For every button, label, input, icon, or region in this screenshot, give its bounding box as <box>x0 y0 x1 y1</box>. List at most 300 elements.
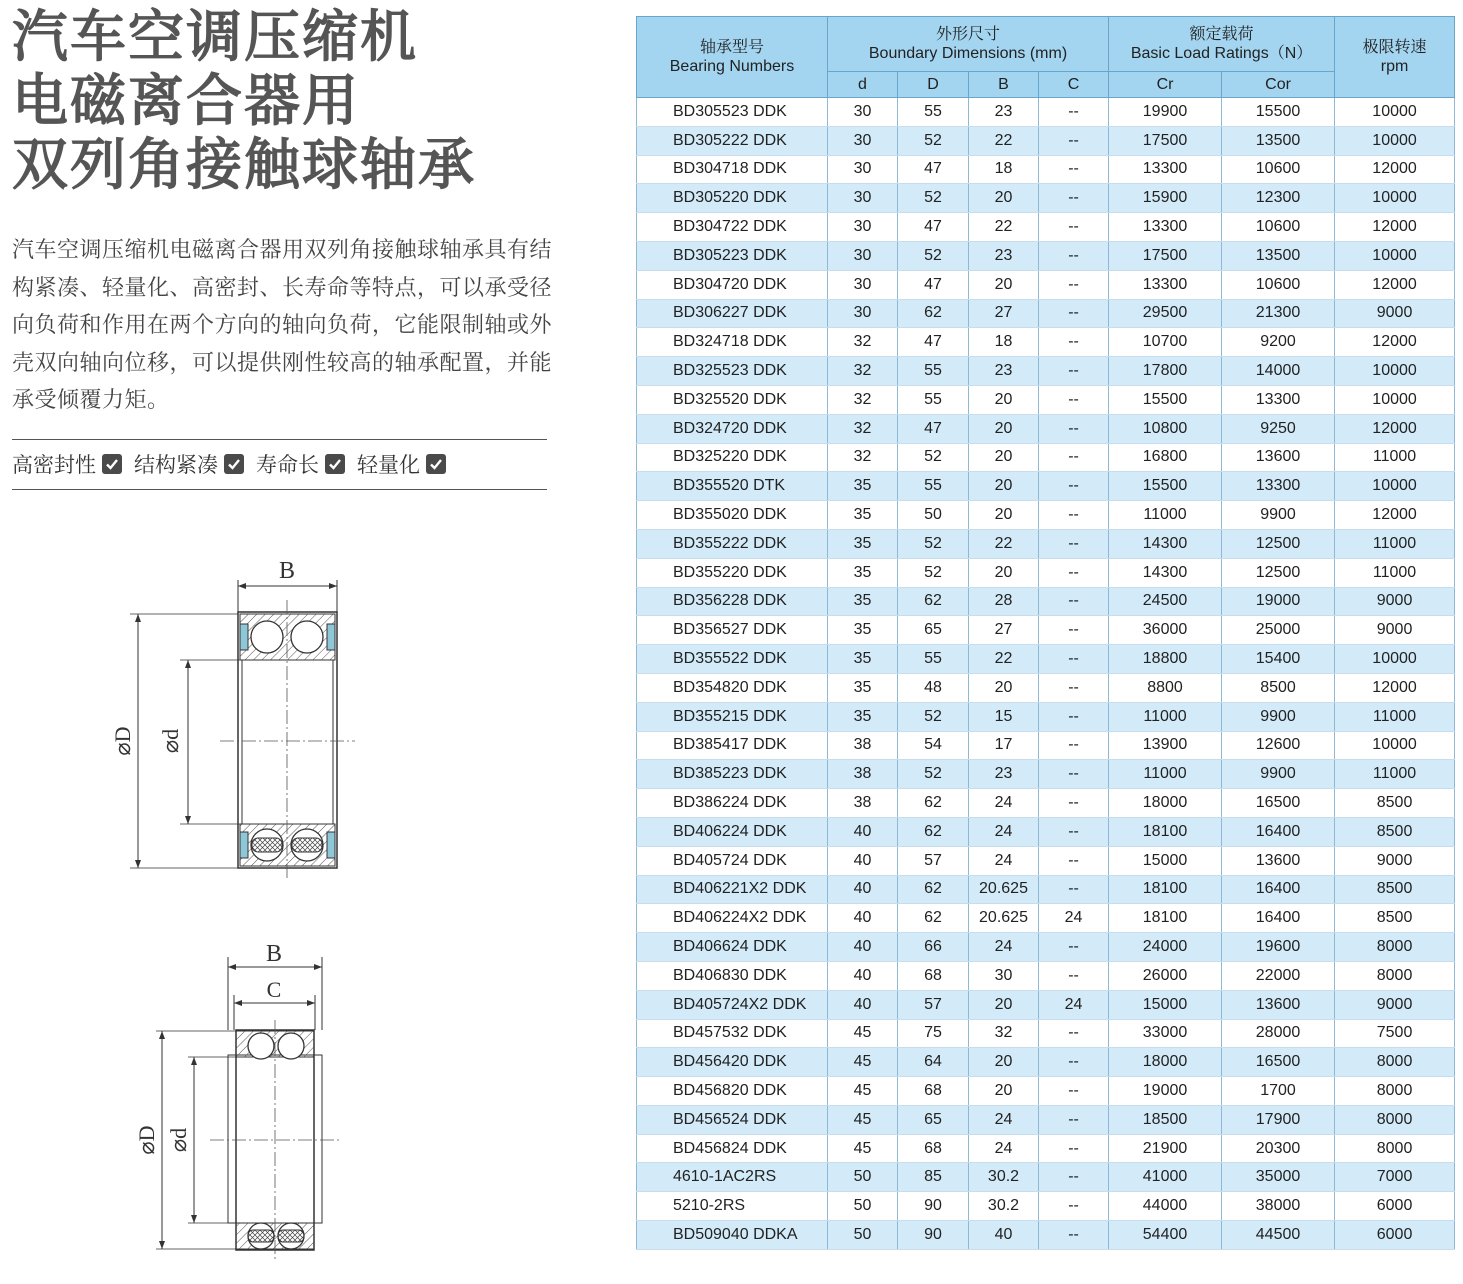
table-cell: 68 <box>898 1077 969 1106</box>
table-cell: 15500 <box>1109 385 1222 414</box>
cell-model: BD305523 DDK <box>637 98 828 127</box>
table-cell: -- <box>1039 1163 1109 1192</box>
table-cell: 62 <box>898 904 969 933</box>
table-cell: 7500 <box>1335 1019 1455 1048</box>
table-cell: 35 <box>828 616 898 645</box>
feature-item <box>256 449 345 479</box>
cell-model: BD355215 DDK <box>637 702 828 731</box>
table-cell: 40 <box>828 817 898 846</box>
table-cell: 62 <box>898 299 969 328</box>
table-cell: 10000 <box>1335 645 1455 674</box>
column-header-Cr: Cr <box>1109 72 1222 98</box>
table-cell: 23 <box>969 98 1039 127</box>
table-cell: 52 <box>898 529 969 558</box>
table-cell: 32 <box>828 443 898 472</box>
table-cell: 6000 <box>1335 1221 1455 1250</box>
table-row <box>637 933 1455 962</box>
table-cell: 21300 <box>1222 299 1335 328</box>
table-cell: -- <box>1039 1192 1109 1221</box>
table-cell: 38 <box>828 731 898 760</box>
table-cell: 32 <box>828 328 898 357</box>
table-cell: 22 <box>969 529 1039 558</box>
table-cell: 20.625 <box>969 904 1039 933</box>
table-cell: 18000 <box>1109 789 1222 818</box>
title-line: 汽车空调压缩机 <box>12 5 418 70</box>
table-cell: 21900 <box>1109 1134 1222 1163</box>
table-row <box>637 817 1455 846</box>
table-cell: 10000 <box>1335 126 1455 155</box>
table-cell: 8000 <box>1335 1077 1455 1106</box>
table-cell: -- <box>1039 616 1109 645</box>
table-cell: 90 <box>898 1221 969 1250</box>
table-cell: 13900 <box>1109 731 1222 760</box>
table-cell: 15900 <box>1109 184 1222 213</box>
cell-model: BD324720 DDK <box>637 414 828 443</box>
table-cell: 15400 <box>1222 645 1335 674</box>
table-row <box>637 1163 1455 1192</box>
table-cell: 35 <box>828 501 898 530</box>
header-text: Bearing Numbers <box>669 58 795 75</box>
table-cell: 12000 <box>1335 213 1455 242</box>
table-cell: 66 <box>898 933 969 962</box>
table-row <box>637 702 1455 731</box>
table-body <box>637 98 1455 1250</box>
table-cell: 52 <box>898 702 969 731</box>
table-cell: 35 <box>828 587 898 616</box>
table-cell: -- <box>1039 846 1109 875</box>
table-cell: 24 <box>969 846 1039 875</box>
table-cell: 10600 <box>1222 155 1335 184</box>
table-cell: 33000 <box>1109 1019 1222 1048</box>
table-cell: 47 <box>898 328 969 357</box>
table-cell: 8500 <box>1335 817 1455 846</box>
table-cell: 22 <box>969 213 1039 242</box>
cell-model: BD456824 DDK <box>637 1134 828 1163</box>
header-text: Boundary Dimensions (mm) <box>868 45 1068 62</box>
table-row <box>637 558 1455 587</box>
table-cell: 47 <box>898 270 969 299</box>
table-cell: 50 <box>898 501 969 530</box>
cell-model: BD325220 DDK <box>637 443 828 472</box>
table-cell: 55 <box>898 357 969 386</box>
table-cell: 28 <box>969 587 1039 616</box>
cell-model: BD456820 DDK <box>637 1077 828 1106</box>
table-cell: -- <box>1039 1105 1109 1134</box>
table-cell: 62 <box>898 875 969 904</box>
table-cell: 12000 <box>1335 270 1455 299</box>
table-cell: 12000 <box>1335 155 1455 184</box>
table-cell: 7000 <box>1335 1163 1455 1192</box>
table-cell: 55 <box>898 385 969 414</box>
table-cell: 24 <box>969 1134 1039 1163</box>
dimension-label-D: ⌀D <box>134 1125 159 1155</box>
table-cell: 9000 <box>1335 587 1455 616</box>
table-cell: 10000 <box>1335 357 1455 386</box>
cell-model: BD406830 DDK <box>637 961 828 990</box>
table-row <box>637 155 1455 184</box>
table-cell: 48 <box>898 673 969 702</box>
table-cell: 62 <box>898 587 969 616</box>
table-row <box>637 789 1455 818</box>
cell-model: BD406224X2 DDK <box>637 904 828 933</box>
feature-item <box>357 449 446 479</box>
column-header-d: d <box>828 72 898 98</box>
table-cell: 14300 <box>1109 558 1222 587</box>
table-cell: 35 <box>828 645 898 674</box>
table-cell: 10600 <box>1222 213 1335 242</box>
table-cell: 10000 <box>1335 731 1455 760</box>
title-line: 电磁离合器用 <box>12 69 360 134</box>
table-cell: -- <box>1039 1221 1109 1250</box>
table-cell: 30 <box>828 213 898 242</box>
cell-model: BD355520 DTK <box>637 472 828 501</box>
table-cell: 35000 <box>1222 1163 1335 1192</box>
table-cell: 8500 <box>1335 904 1455 933</box>
table-cell: 19000 <box>1222 587 1335 616</box>
table-cell: 30 <box>828 299 898 328</box>
table-cell: -- <box>1039 731 1109 760</box>
table-cell: 30.2 <box>969 1192 1039 1221</box>
table-cell: 30 <box>969 961 1039 990</box>
cell-model: BD406624 DDK <box>637 933 828 962</box>
table-row <box>637 270 1455 299</box>
table-cell: 10700 <box>1109 328 1222 357</box>
table-row <box>637 126 1455 155</box>
table-cell: 52 <box>898 184 969 213</box>
table-cell: 15000 <box>1109 846 1222 875</box>
table-cell: 52 <box>898 760 969 789</box>
dimension-label-C: C <box>266 977 282 1002</box>
table-row <box>637 1221 1455 1250</box>
table-cell: 18500 <box>1109 1105 1222 1134</box>
table-cell: 12500 <box>1222 529 1335 558</box>
cell-model: BD304718 DDK <box>637 155 828 184</box>
table-cell: 19000 <box>1109 1077 1222 1106</box>
table-cell: 17500 <box>1109 241 1222 270</box>
table-cell: -- <box>1039 702 1109 731</box>
table-cell: 50 <box>828 1221 898 1250</box>
table-cell: 23 <box>969 357 1039 386</box>
table-cell: 13600 <box>1222 990 1335 1019</box>
table-cell: -- <box>1039 155 1109 184</box>
table-cell: 18800 <box>1109 645 1222 674</box>
feature-label: 结构紧凑 <box>134 453 218 477</box>
cell-model: BD304722 DDK <box>637 213 828 242</box>
table-cell: 30.2 <box>969 1163 1039 1192</box>
table-cell: -- <box>1039 241 1109 270</box>
feature-list <box>12 449 458 479</box>
table-row <box>637 731 1455 760</box>
table-cell: 45 <box>828 1019 898 1048</box>
table-cell: 25000 <box>1222 616 1335 645</box>
table-cell: 13600 <box>1222 443 1335 472</box>
table-cell: 45 <box>828 1105 898 1134</box>
table-row <box>637 472 1455 501</box>
table-cell: 16400 <box>1222 875 1335 904</box>
table-cell: 68 <box>898 961 969 990</box>
cell-model: BD406224 DDK <box>637 817 828 846</box>
cell-model: BD305222 DDK <box>637 126 828 155</box>
table-cell: 40 <box>828 990 898 1019</box>
table-cell: 27 <box>969 616 1039 645</box>
cell-model: BD306227 DDK <box>637 299 828 328</box>
page-title <box>12 6 476 198</box>
cell-model: BD509040 DDKA <box>637 1221 828 1250</box>
table-cell: 52 <box>898 241 969 270</box>
table-cell: 13500 <box>1222 126 1335 155</box>
table-row <box>637 616 1455 645</box>
table-cell: 17800 <box>1109 357 1222 386</box>
bearing-cross-section-diagram <box>120 935 360 1265</box>
table-cell: 11000 <box>1335 443 1455 472</box>
table-cell: 35 <box>828 558 898 587</box>
table-row <box>637 1019 1455 1048</box>
feature-item <box>134 449 244 479</box>
table-cell: 15500 <box>1109 472 1222 501</box>
product-description: 汽车空调压缩机电磁离合器用双列角接触球轴承具有结构紧凑、轻量化、高密封、长寿命等特点，可以承受径向负荷和作用在两个方向的轴向负荷，它能限制轴或外壳双向轴向位移，可以提供刚性较高的轴承配置，并能承受倾覆力矩。 <box>12 238 553 413</box>
table-cell: 20 <box>969 472 1039 501</box>
table-cell: 10000 <box>1335 241 1455 270</box>
checkbox-checked-icon <box>426 454 446 474</box>
table-cell: -- <box>1039 1077 1109 1106</box>
table-cell: 32 <box>828 414 898 443</box>
table-cell: 18100 <box>1109 875 1222 904</box>
table-cell: 55 <box>898 472 969 501</box>
table-row <box>637 846 1455 875</box>
cell-model: BD355020 DDK <box>637 501 828 530</box>
table-cell: 22 <box>969 645 1039 674</box>
table-cell: 8000 <box>1335 933 1455 962</box>
table-cell: 55 <box>898 98 969 127</box>
table-cell: -- <box>1039 126 1109 155</box>
cell-model: BD386224 DDK <box>637 789 828 818</box>
table-cell: 8000 <box>1335 1134 1455 1163</box>
feature-label: 寿命长 <box>256 453 319 477</box>
header-text: 极限转速 <box>1362 39 1427 56</box>
table-cell: 27 <box>969 299 1039 328</box>
checkbox-checked-icon <box>224 454 244 474</box>
table-cell: 14300 <box>1109 529 1222 558</box>
table-cell: -- <box>1039 328 1109 357</box>
title-line: 双列角接触球轴承 <box>12 133 476 198</box>
table-row <box>637 529 1455 558</box>
bearing-spec-table <box>636 16 1455 1250</box>
table-cell: -- <box>1039 817 1109 846</box>
table-cell: 75 <box>898 1019 969 1048</box>
table-cell: -- <box>1039 875 1109 904</box>
dimension-label-d: ⌀d <box>158 728 183 754</box>
cell-model: BD324718 DDK <box>637 328 828 357</box>
cell-model: BD385417 DDK <box>637 731 828 760</box>
table-cell: 12300 <box>1222 184 1335 213</box>
table-cell: 57 <box>898 990 969 1019</box>
table-cell: 15000 <box>1109 990 1222 1019</box>
table-cell: 10000 <box>1335 184 1455 213</box>
table-cell: 16800 <box>1109 443 1222 472</box>
table-cell: 12500 <box>1222 558 1335 587</box>
checkbox-checked-icon <box>102 454 122 474</box>
table-cell: -- <box>1039 1019 1109 1048</box>
table-row <box>637 1192 1455 1221</box>
table-cell: 16500 <box>1222 789 1335 818</box>
table-cell: 55 <box>898 645 969 674</box>
table-cell: 9000 <box>1335 846 1455 875</box>
table-cell: 16500 <box>1222 1048 1335 1077</box>
cell-model: BD305223 DDK <box>637 241 828 270</box>
dimension-label-D: ⌀D <box>110 726 135 756</box>
table-cell: -- <box>1039 414 1109 443</box>
table-cell: 9000 <box>1335 616 1455 645</box>
table-cell: 41000 <box>1109 1163 1222 1192</box>
feature-item <box>12 449 122 479</box>
table-cell: 24 <box>969 817 1039 846</box>
feature-label: 高密封性 <box>12 453 96 477</box>
bearing-cross-section-diagram <box>100 550 370 890</box>
divider <box>12 489 547 490</box>
table-cell: 18100 <box>1109 904 1222 933</box>
column-header-D: D <box>898 72 969 98</box>
table-cell: 30 <box>828 241 898 270</box>
table-cell: 85 <box>898 1163 969 1192</box>
header-text: rpm <box>1380 58 1409 75</box>
table-cell: -- <box>1039 587 1109 616</box>
table-row <box>637 414 1455 443</box>
table-cell: 40 <box>828 961 898 990</box>
column-header-dimensions <box>828 17 1109 72</box>
table-cell: -- <box>1039 385 1109 414</box>
table-cell: 20 <box>969 501 1039 530</box>
table-cell: 35 <box>828 529 898 558</box>
column-header-model <box>637 17 828 98</box>
table-cell: -- <box>1039 529 1109 558</box>
table-cell: 29500 <box>1109 299 1222 328</box>
table-cell: 45 <box>828 1134 898 1163</box>
column-header-C: C <box>1039 72 1109 98</box>
table-cell: 13600 <box>1222 846 1335 875</box>
table-row <box>637 213 1455 242</box>
table-cell: 20 <box>969 270 1039 299</box>
table-row <box>637 760 1455 789</box>
cell-model: 5210-2RS <box>637 1192 828 1221</box>
table-cell: 18 <box>969 155 1039 184</box>
table-cell: 68 <box>898 1134 969 1163</box>
table-cell: -- <box>1039 961 1109 990</box>
table-cell: 44000 <box>1109 1192 1222 1221</box>
cell-model: BD356527 DDK <box>637 616 828 645</box>
table-cell: 30 <box>828 126 898 155</box>
cell-model: BD355220 DDK <box>637 558 828 587</box>
table-cell: 9900 <box>1222 702 1335 731</box>
table-cell: 36000 <box>1109 616 1222 645</box>
table-row <box>637 875 1455 904</box>
table-cell: 24 <box>969 1105 1039 1134</box>
header-text: 额定载荷 <box>1189 26 1254 43</box>
table-cell: 44500 <box>1222 1221 1335 1250</box>
table-cell: 8000 <box>1335 1105 1455 1134</box>
table-cell: 17900 <box>1222 1105 1335 1134</box>
table-cell: 10000 <box>1335 472 1455 501</box>
cell-model: BD325520 DDK <box>637 385 828 414</box>
table-cell: 52 <box>898 558 969 587</box>
table-cell: 13500 <box>1222 241 1335 270</box>
table-cell: 35 <box>828 472 898 501</box>
table-cell: 8500 <box>1335 875 1455 904</box>
table-cell: 40 <box>828 933 898 962</box>
cell-model: BD325523 DDK <box>637 357 828 386</box>
table-cell: 10800 <box>1109 414 1222 443</box>
table-cell: 14000 <box>1222 357 1335 386</box>
table-cell: 65 <box>898 1105 969 1134</box>
table-cell: 30 <box>828 184 898 213</box>
dimension-label-d: ⌀d <box>166 1127 191 1153</box>
table-cell: -- <box>1039 472 1109 501</box>
table-cell: 19600 <box>1222 933 1335 962</box>
table-row <box>637 241 1455 270</box>
table-row <box>637 673 1455 702</box>
table-cell: 24 <box>969 789 1039 818</box>
table-row <box>637 357 1455 386</box>
cell-model: BD355222 DDK <box>637 529 828 558</box>
table-cell: 45 <box>828 1048 898 1077</box>
table-cell: 12000 <box>1335 501 1455 530</box>
table-cell: 9000 <box>1335 990 1455 1019</box>
table-row <box>637 443 1455 472</box>
column-header-load-ratings <box>1109 17 1335 72</box>
table-cell: 52 <box>898 126 969 155</box>
table-cell: -- <box>1039 558 1109 587</box>
table-row <box>637 645 1455 674</box>
table-cell: 12000 <box>1335 328 1455 357</box>
table-cell: 8500 <box>1222 673 1335 702</box>
table-cell: 18000 <box>1109 1048 1222 1077</box>
divider <box>12 439 547 440</box>
table-cell: 47 <box>898 155 969 184</box>
table-cell: -- <box>1039 789 1109 818</box>
table-row <box>637 328 1455 357</box>
table-cell: 54 <box>898 731 969 760</box>
table-cell: 9250 <box>1222 414 1335 443</box>
table-cell: 65 <box>898 616 969 645</box>
table-cell: 20 <box>969 443 1039 472</box>
table-cell: 8000 <box>1335 961 1455 990</box>
table-cell: -- <box>1039 213 1109 242</box>
table-cell: 11000 <box>1109 760 1222 789</box>
table-cell: 9200 <box>1222 328 1335 357</box>
table-cell: -- <box>1039 760 1109 789</box>
table-cell: 16400 <box>1222 817 1335 846</box>
table-cell: 11000 <box>1335 702 1455 731</box>
table-cell: 54400 <box>1109 1221 1222 1250</box>
table-cell: 20 <box>969 673 1039 702</box>
table-cell: 47 <box>898 213 969 242</box>
cell-model: BD405724X2 DDK <box>637 990 828 1019</box>
table-cell: 16400 <box>1222 904 1335 933</box>
table-cell: -- <box>1039 1048 1109 1077</box>
table-cell: -- <box>1039 443 1109 472</box>
table-cell: 23 <box>969 760 1039 789</box>
table-cell: 52 <box>898 443 969 472</box>
table-cell: 20 <box>969 990 1039 1019</box>
table-cell: 11000 <box>1109 702 1222 731</box>
cell-model: BD304720 DDK <box>637 270 828 299</box>
table-cell: 45 <box>828 1077 898 1106</box>
cell-model: BD354820 DDK <box>637 673 828 702</box>
table-row <box>637 1134 1455 1163</box>
table-cell: 9000 <box>1335 299 1455 328</box>
table-cell: 22000 <box>1222 961 1335 990</box>
table-cell: 13300 <box>1109 270 1222 299</box>
table-cell: 18100 <box>1109 817 1222 846</box>
